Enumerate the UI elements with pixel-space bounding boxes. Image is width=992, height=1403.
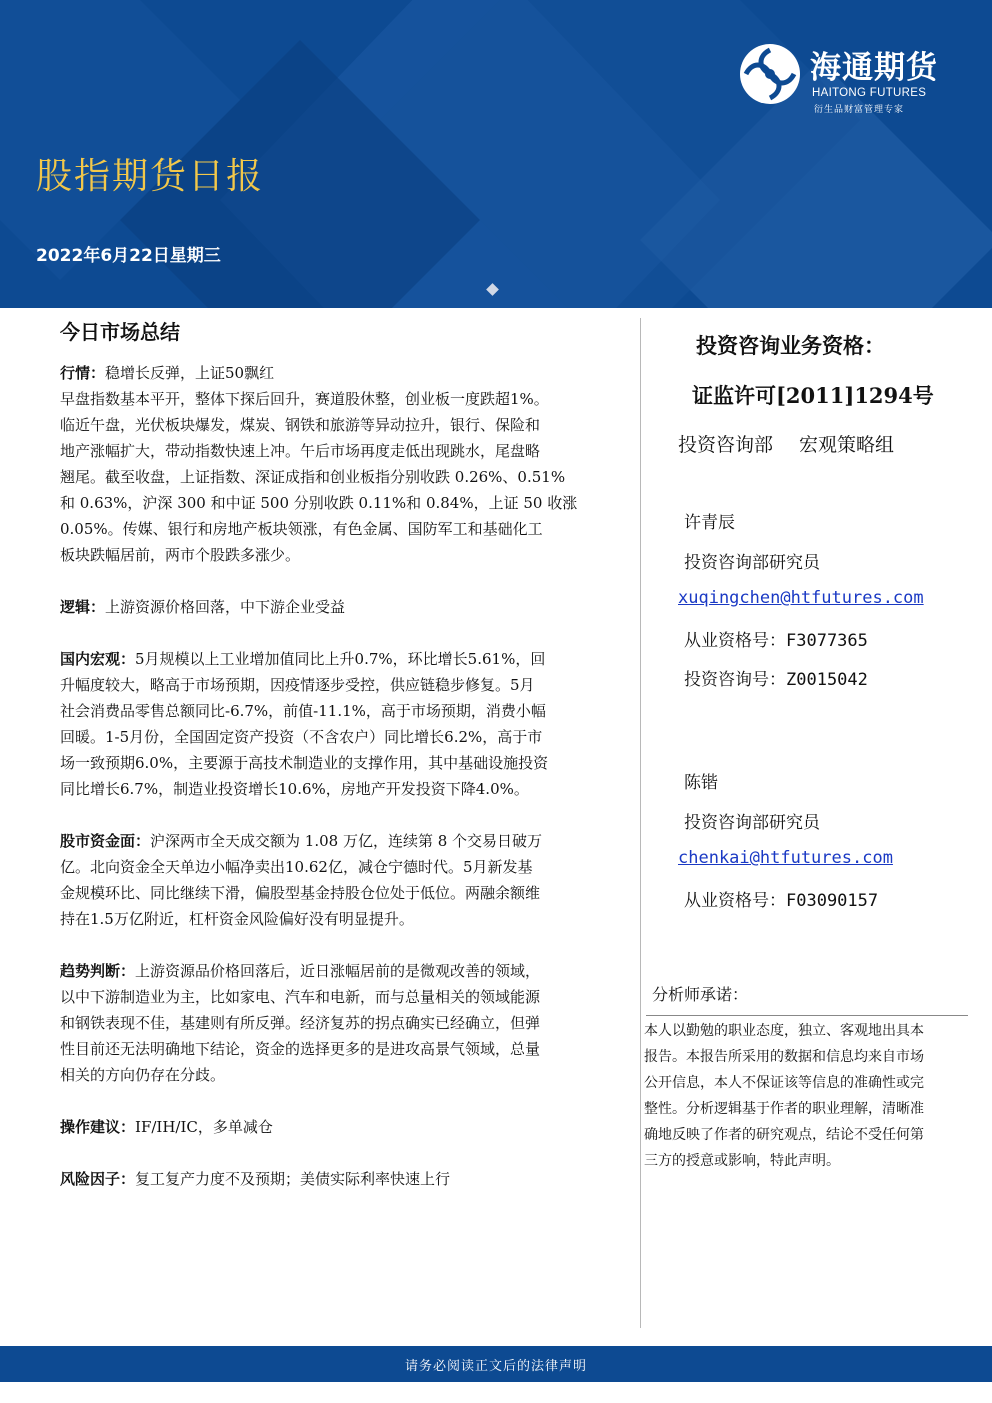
funds-paragraph: 股市资金面：沪深两市全天成交额为 1.08 万亿，连续第 8 个交易日破万: [60, 832, 543, 850]
trend-line: 和钢铁表现不佳，基建则有所反弹。经济复苏的拐点确实已经确立，但弹: [60, 1014, 541, 1032]
logo-emblem-icon: [738, 42, 802, 106]
trend-line: 相关的方向仍存在分歧。: [60, 1066, 226, 1084]
report-date: 2022年6月22日星期三: [36, 246, 221, 266]
macro-label: 国内宏观：: [60, 650, 136, 668]
macro-paragraph: 国内宏观：5月规模以上工业增加值同比上升0.7%，环比增长5.61%，回: [60, 650, 546, 668]
trend-paragraph: 趋势判断：上游资源品价格回落后，近日涨幅居前的是微观改善的领域，: [60, 962, 541, 980]
commitment-line: 报告。本报告所采用的数据和信息均来自市场: [644, 1049, 924, 1065]
brand-name: 海通期货: [810, 50, 938, 86]
macro-line: 同比增长6.7%，制造业投资增长10.6%，房地产开发投资下降4.0%。: [60, 780, 529, 798]
trend-label: 趋势判断：: [60, 962, 136, 980]
group-name: 宏观策略组: [799, 434, 895, 456]
risk-label: 风险因子：: [60, 1170, 136, 1188]
analyst2-cert: 从业资格号：F03090157: [684, 891, 879, 911]
funds-line: 持在1.5万亿附近，杠杆资金风险偏好没有明显提升。: [60, 910, 414, 928]
analyst2-name: 陈锴: [684, 773, 718, 793]
column-divider: [640, 318, 641, 1328]
market-line: 0.05%。传媒、银行和房地产板块领涨，有色金属、国防军工和基础化工: [60, 520, 543, 538]
advice-paragraph: 操作建议：IF/IH/IC，多单减仓: [60, 1118, 273, 1136]
market-summary: [60, 318, 620, 1192]
department-name: 投资咨询部: [678, 434, 774, 456]
header-banner: [0, 0, 992, 308]
market-line: 和 0.63%，沪深 300 和中证 500 分别收跌 0.11%和 0.84%，上证 50 收涨: [60, 494, 578, 512]
commitment-line: 确地反映了作者的研究观点，结论不受任何第: [644, 1127, 924, 1143]
advice-label: 操作建议：: [60, 1118, 136, 1136]
commitment-line: 整性。分析逻辑基于作者的职业理解，清晰准: [644, 1101, 924, 1117]
macro-line: 社会消费品零售总额同比-6.7%，前值-11.1%，高于市场预期，消费小幅: [60, 702, 546, 720]
commitment-line: 三方的授意或影响，特此声明。: [644, 1153, 840, 1169]
risk-paragraph: 风险因子：复工复产力度不及预期；美债实际利率快速上行: [60, 1170, 451, 1188]
commitment-line: 公开信息，本人不保证该等信息的准确性或完: [644, 1075, 924, 1091]
department: [678, 430, 920, 457]
macro-line: 升幅度较大，略高于市场预期，因疫情逐步受控，供应链稳步修复。5月: [60, 676, 535, 694]
market-headline: 行情：稳增长反弹，上证50飘红: [60, 364, 275, 382]
trend-line: 以中下游制造业为主，比如家电、汽车和电新，而与总量相关的领域能源: [60, 988, 541, 1006]
macro-line: 场一致预期6.0%，主要源于高技术制造业的支撑作用，其中基础设施投资: [60, 754, 549, 772]
market-line: 地产涨幅扩大，带动指数快速上冲。午后市场再度走低出现跳水，尾盘略: [60, 442, 541, 460]
commitment-title: 分析师承诺：: [652, 985, 749, 1004]
analyst2-email-link[interactable]: chenkai@htfutures.com: [678, 848, 893, 868]
qualification-title: 投资咨询业务资格：: [696, 333, 885, 358]
license-number: 证监许可[2011]1294号: [692, 383, 934, 408]
funds-line: 亿。北向资金全天单边小幅净卖出10.62亿，减仓宁德时代。5月新发基: [60, 858, 533, 876]
commitment-rule: [646, 1015, 968, 1016]
commitment-line: 本人以勤勉的职业态度，独立、客观地出具本: [644, 1023, 924, 1039]
market-line: 翘尾。截至收盘，上证指数、深证成指和创业板指分别收跌 0.26%、0.51%: [60, 468, 566, 486]
market-label: 行情：: [60, 364, 106, 382]
market-line: 板块跌幅居前，两市个股跌多涨少。: [60, 546, 301, 564]
funds-label: 股市资金面：: [60, 832, 151, 850]
analyst1-cert: 从业资格号：F3077365: [684, 631, 868, 651]
analyst-commitment: [644, 982, 980, 1174]
market-line: 早盘指数基本平开，整体下探后回升，赛道股休整，创业板一度跌超1%。: [60, 390, 549, 408]
company-logo: [738, 40, 968, 120]
analyst2-role: 投资咨询部研究员: [684, 813, 820, 833]
brand-slogan: 衍生品财富管理专家: [814, 105, 905, 115]
footer-bar: [0, 1346, 992, 1382]
logic-paragraph: 逻辑：上游资源价格回落，中下游企业受益: [60, 598, 346, 616]
section-title: 今日市场总结: [60, 320, 180, 344]
market-line: 临近午盘，光伏板块爆发，煤炭、钢铁和旅游等异动拉升，银行、保险和: [60, 416, 541, 434]
analyst1-consult: 投资咨询号：Z0015042: [684, 670, 868, 690]
report-title: 股指期货日报: [36, 156, 265, 197]
funds-line: 金规模环比、同比继续下滑，偏股型基金持股仓位处于低位。两融余额维: [60, 884, 541, 902]
legal-notice: 请务必阅读正文后的法律声明: [404, 1359, 587, 1374]
trend-line: 性目前还无法明确地下结论，资金的选择更多的是进攻高景气领域，总量: [60, 1040, 541, 1058]
analyst1-name: 许青辰: [684, 513, 735, 533]
macro-line: 回暖。1-5月份，全国固定资产投资（不含农户）同比增长6.2%，高于市: [60, 728, 543, 746]
analyst1-email-link[interactable]: xuqingchen@htfutures.com: [678, 588, 924, 608]
logic-label: 逻辑：: [60, 598, 106, 616]
brand-english-name: HAITONG FUTURES: [812, 87, 927, 99]
analyst1-role: 投资咨询部研究员: [684, 553, 820, 573]
